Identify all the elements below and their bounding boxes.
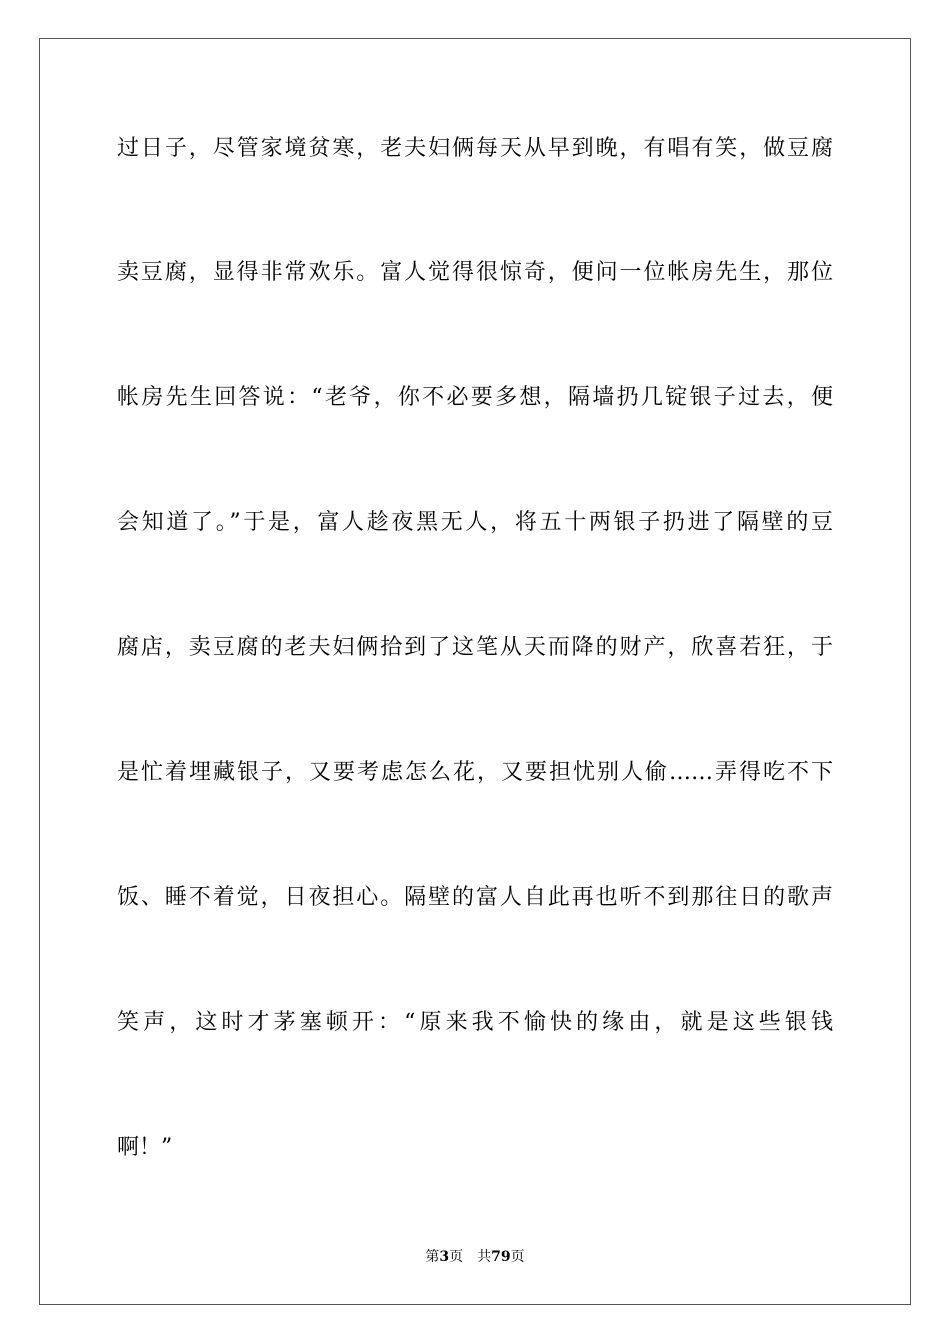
footer-page-suffix: 页 xyxy=(449,1249,464,1265)
text-line: 帐房先生回答说：“老爷，你不必要多想，隔墙扔几锭银子过去，便 xyxy=(117,385,833,410)
text-line: 是忙着埋藏银子，又要考虑怎么花，又要担忧别人偷……弄得吃不下 xyxy=(117,760,833,785)
text-line: 腐店，卖豆腐的老夫妇俩拾到了这笔从天而降的财产，欣喜若狂，于 xyxy=(117,635,833,660)
text-line: 过日子，尽管家境贫寒，老夫妇俩每天从早到晚，有唱有笑，做豆腐 xyxy=(117,136,833,161)
footer-total-prefix: 共 xyxy=(477,1249,492,1265)
text-line: 卖豆腐，显得非常欢乐。富人觉得很惊奇，便问一位帐房先生，那位 xyxy=(117,260,833,285)
text-line: 笑声，这时才茅塞顿开：“原来我不愉快的缘由，就是这些银钱 xyxy=(117,1010,833,1035)
text-line: 会知道了。”于是，富人趁夜黑无人，将五十两银子扔进了隔壁的豆 xyxy=(117,510,833,535)
total-pages-number: 79 xyxy=(491,1249,511,1265)
page-footer xyxy=(0,1248,950,1266)
footer-page-prefix: 第 xyxy=(425,1249,440,1265)
text-line: 饭、睡不着觉，日夜担心。隔壁的富人自此再也听不到那往日的歌声 xyxy=(117,885,833,910)
text-line: 啊！” xyxy=(117,1135,173,1160)
page-border xyxy=(39,38,911,1305)
current-page-number: 3 xyxy=(439,1249,450,1265)
footer-total-suffix: 页 xyxy=(510,1249,525,1265)
